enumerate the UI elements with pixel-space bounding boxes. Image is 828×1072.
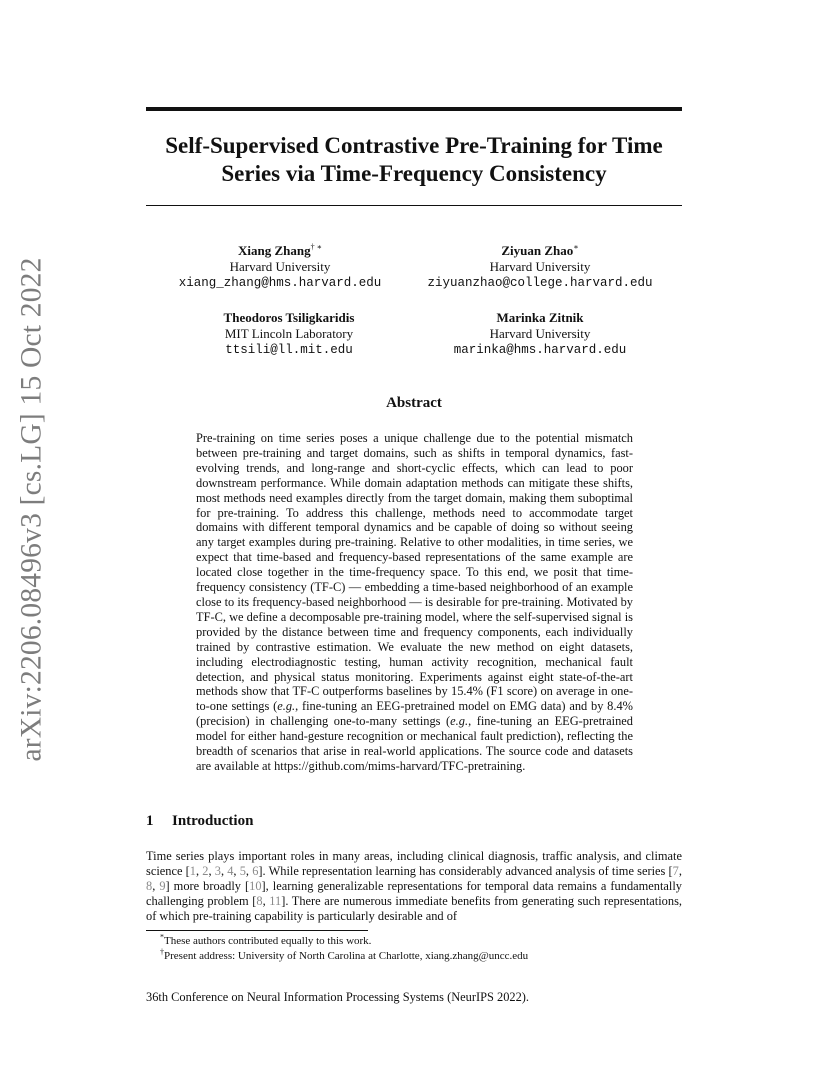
author-affiliation: Harvard University [229,259,331,274]
abstract-body [196,431,633,774]
citation-link[interactable]: 11 [269,893,282,908]
abstract-heading: Abstract [386,395,442,411]
section-title: Introduction [172,813,254,829]
intro-text: ]. There are numerous immediate benefits from generating such representations, of which pre-training capability is particularly desirable and of [146,893,682,923]
intro-text: , [195,863,203,878]
author-marks: ∗ [573,242,579,252]
intro-text: , [233,863,240,878]
citation-link[interactable]: 10 [249,878,262,893]
intro-text: ]. While representation learning has considerably advanced analysis of time series [ [258,863,673,878]
abstract-eg: e.g. [450,714,469,729]
footnote-mark: † [160,947,164,957]
intro-text: ], learning generalizable representations for temporal data remains a fundamentally challenging problem [ [146,878,682,908]
footnote-text: These authors contributed equally to this work. [164,935,372,947]
arxiv-stamp-text: arXiv:2206.08496v3 [cs.LG] 15 Oct 2022 [15,256,48,762]
citation-link[interactable]: 3 [214,863,221,878]
paper-title [146,132,682,188]
citation-link[interactable]: 8 [256,893,263,908]
author-block-4 [400,310,680,358]
abstract-eg: e.g. [277,699,296,714]
intro-text: , [208,863,215,878]
author-block-3 [149,310,429,358]
intro-text: Time series plays important roles in many areas, including clinical diagnosis, traffic analysis, and climate science [ [146,849,682,878]
citation-link[interactable]: 8 [146,878,153,893]
author-email: ttsili@ll.mit.edu [225,343,353,357]
footnote-mark: * [160,932,164,942]
author-affiliation: MIT Lincoln Laboratory [224,326,354,341]
author-name: Ziyuan Zhao [501,243,574,258]
citation-link[interactable]: 6 [252,863,259,878]
author-name: Xiang Zhang [237,243,311,258]
author-block-2 [400,243,680,291]
intro-text: , [220,863,228,878]
author-email: xiang_zhang@hms.harvard.edu [178,276,382,290]
footnote-text: Present address: University of North Carolina at Charlotte, xiang.zhang@uncc.edu [164,950,529,962]
intro-text: , [245,863,253,878]
author-affiliation: Harvard University [489,326,591,341]
footnote-1 [160,932,372,948]
title-top-rule [146,107,682,111]
author-affiliation: Harvard University [489,259,591,274]
intro-paragraph [146,849,682,924]
title-bottom-rule [146,205,682,206]
footnote-2 [160,947,529,963]
citation-link[interactable]: 4 [227,863,234,878]
author-name: Marinka Zitnik [496,310,584,325]
author-name: Theodoros Tsiligkaridis [223,310,355,325]
author-email: marinka@hms.harvard.edu [453,343,627,357]
author-block-1 [140,243,420,291]
citation-link[interactable]: 9 [159,878,166,893]
abstract-text: , fine-tuning an EEG-pretrained model on EMG data) and by 8.4% (precision) in challenging one-to-many settings ( [196,699,633,729]
abstract-text: Pre-training on time series poses a unique challenge due to the potential mismatch between pre-training and target domains, such as shifts in temporal dynamics, fast-evolving trends, and long-range and short-cyclic effects, which can lead to poor downstream performance. While domain adaptation methods can mitigate these shifts, most methods need examples directly from the target domain, making them suboptimal for pre-training. To address this challenge, methods need to accommodate target domains with different temporal dynamics and be capable of doing so without seeing any target examples during pre-training. Relative to other modalities, in time series, we expect that time-based and frequency-based representations of the same example are located close together in the time-frequency space. To this end, we posit that time-frequency consistency (TF-C) — embedding a time-based neighborhood of an example close to its frequency-based neighborhood — is desirable for pre-training. Motivated by TF-C, we define a decomposable pre-training model, where the self-supervised signal is provided by the distance between time and frequency components, each individually trained by contrastive estimation. We evaluate the new method on eight datasets, including electrodiagnostic testing, human activity recognition, mechanical fault detection, and physical status monitoring. Experiments against eight state-of-the-art methods show that TF-C outperforms baselines by 15.4% (F1 score) on average in one-to-one settings ( [196,431,633,714]
abstract-text: , fine-tuning an EEG-pretrained model for either hand-gesture recognition or mechanical fault prediction), reflecting the breadth of scenarios that arise in real-world applications. The source code and datasets are available at https://github.com/mims-harvard/TFC-pretraining. [196,714,633,773]
title-line-2: Series via Time-Frequency Consistency [221,161,607,186]
citation-link[interactable]: 7 [672,863,679,878]
intro-text: , [678,863,682,878]
title-line-1: Self-Supervised Contrastive Pre-Training for Time [165,133,663,158]
arxiv-stamp [4,256,60,762]
citation-link[interactable]: 5 [239,863,246,878]
author-email: ziyuanzhao@college.harvard.edu [427,276,653,290]
intro-text: ] more broadly [ [165,878,250,893]
section-number: 1 [146,813,154,829]
section-heading [146,813,253,830]
conference-footer: 36th Conference on Neural Information Processing Systems (NeurIPS 2022). [146,990,530,1004]
intro-text: , [152,878,160,893]
author-marks: † ∗ [310,242,323,252]
citation-link[interactable]: 1 [189,863,196,878]
intro-text: , [262,893,270,908]
citation-link[interactable]: 2 [202,863,209,878]
footnote-rule [146,930,368,931]
